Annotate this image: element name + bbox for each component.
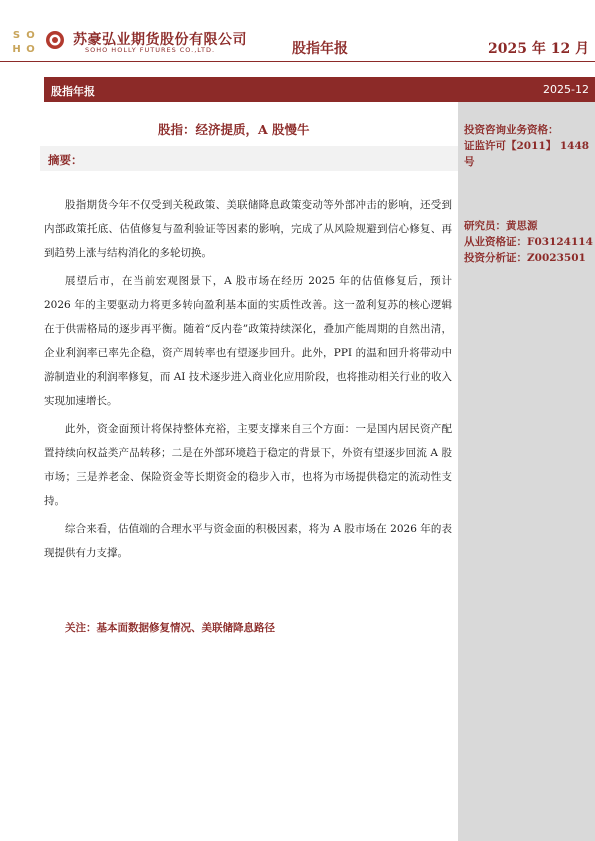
header-divider <box>0 61 595 62</box>
section-band <box>44 77 595 102</box>
qualification-line: 投资咨询业务资格： <box>464 124 559 136</box>
body-paragraph: 此外，资金面预计将保持整体充裕，主要支撑来自三个方面：一是国内居民资产配置持续向权益类产品转移；二是在外部环境趋于稳定的背景下，外资有望逐步回流 A 股市场；三是养老金、保险资金等长期资金的稳步入市，也将为市场提供稳定的流动性支持。 <box>44 423 452 507</box>
logo-letter-s: S <box>12 30 21 41</box>
logo-letter-h: H <box>12 44 21 55</box>
body-paragraph: 综合来看，估值端的合理水平与资金面的积极因素，将为 A 股市场在 2026 年的表现提供有力支撑。 <box>44 523 452 559</box>
body-paragraph: 股指期货今年不仅受到关税政策、美联储降息政策变动等外部冲击的影响，还受到内部政策托底、估值修复与盈利验证等因素的影响，完成了从风险规避到信心修复、再到趋势上涨与结构消化的多轮切换。 <box>44 199 452 259</box>
band-title: 股指年报 <box>51 85 95 98</box>
analyst-line: 从业资格证：F03124114 <box>464 236 593 248</box>
qualification-line: 号 <box>464 156 475 168</box>
qualification-info <box>464 122 592 170</box>
analyst-info <box>464 218 592 266</box>
company-name-cn: 苏豪弘业期货股份有限公司 <box>73 32 247 48</box>
logo-letter-o: O <box>26 30 35 41</box>
logo-letter-o2: O <box>26 44 35 55</box>
band-date: 2025-12 <box>543 83 589 96</box>
company-logo-icon <box>44 30 66 50</box>
report-type: 股指年报 <box>292 41 348 57</box>
soho-logo <box>10 29 38 57</box>
sidebar <box>458 102 595 841</box>
report-header <box>0 0 595 62</box>
body-paragraph: 展望后市，在当前宏观图景下，A 股市场在经历 2025 年的估值修复后，预计 2026 年的主要驱动力将更多转向盈利基本面的实质性改善。这一盈利复苏的核心逻辑在于供需格局的逐步再平衡。随着“反内卷”政策持续深化，叠加产能周期的自然出清，企业利润率已率先企稳，资产周转率也有望逐步回升。此外，PPI 的温和回升将带动中游制造业的利润率修复，而 AI 技术逐步进入商业化应用阶段，也将推动相关行业的收入实现加速增长。 <box>44 275 452 407</box>
analyst-line: 研究员：黄思源 <box>464 220 538 232</box>
report-date: 2025 年 12 月 <box>488 41 590 57</box>
focus-note: 关注：基本面数据修复情况、美联储降息路径 <box>65 622 275 634</box>
analyst-line: 投资分析证：Z0023501 <box>464 252 586 264</box>
abstract-body <box>44 193 452 569</box>
abstract-header <box>40 146 458 171</box>
qualification-line: 证监许可【2011】 1448 <box>464 140 590 152</box>
abstract-label: 摘要： <box>48 153 83 167</box>
company-name-en: SOHO HOLLY FUTURES CO.,LTD. <box>85 46 216 54</box>
page-title: 股指：经济提质，A 股慢牛 <box>158 122 310 137</box>
